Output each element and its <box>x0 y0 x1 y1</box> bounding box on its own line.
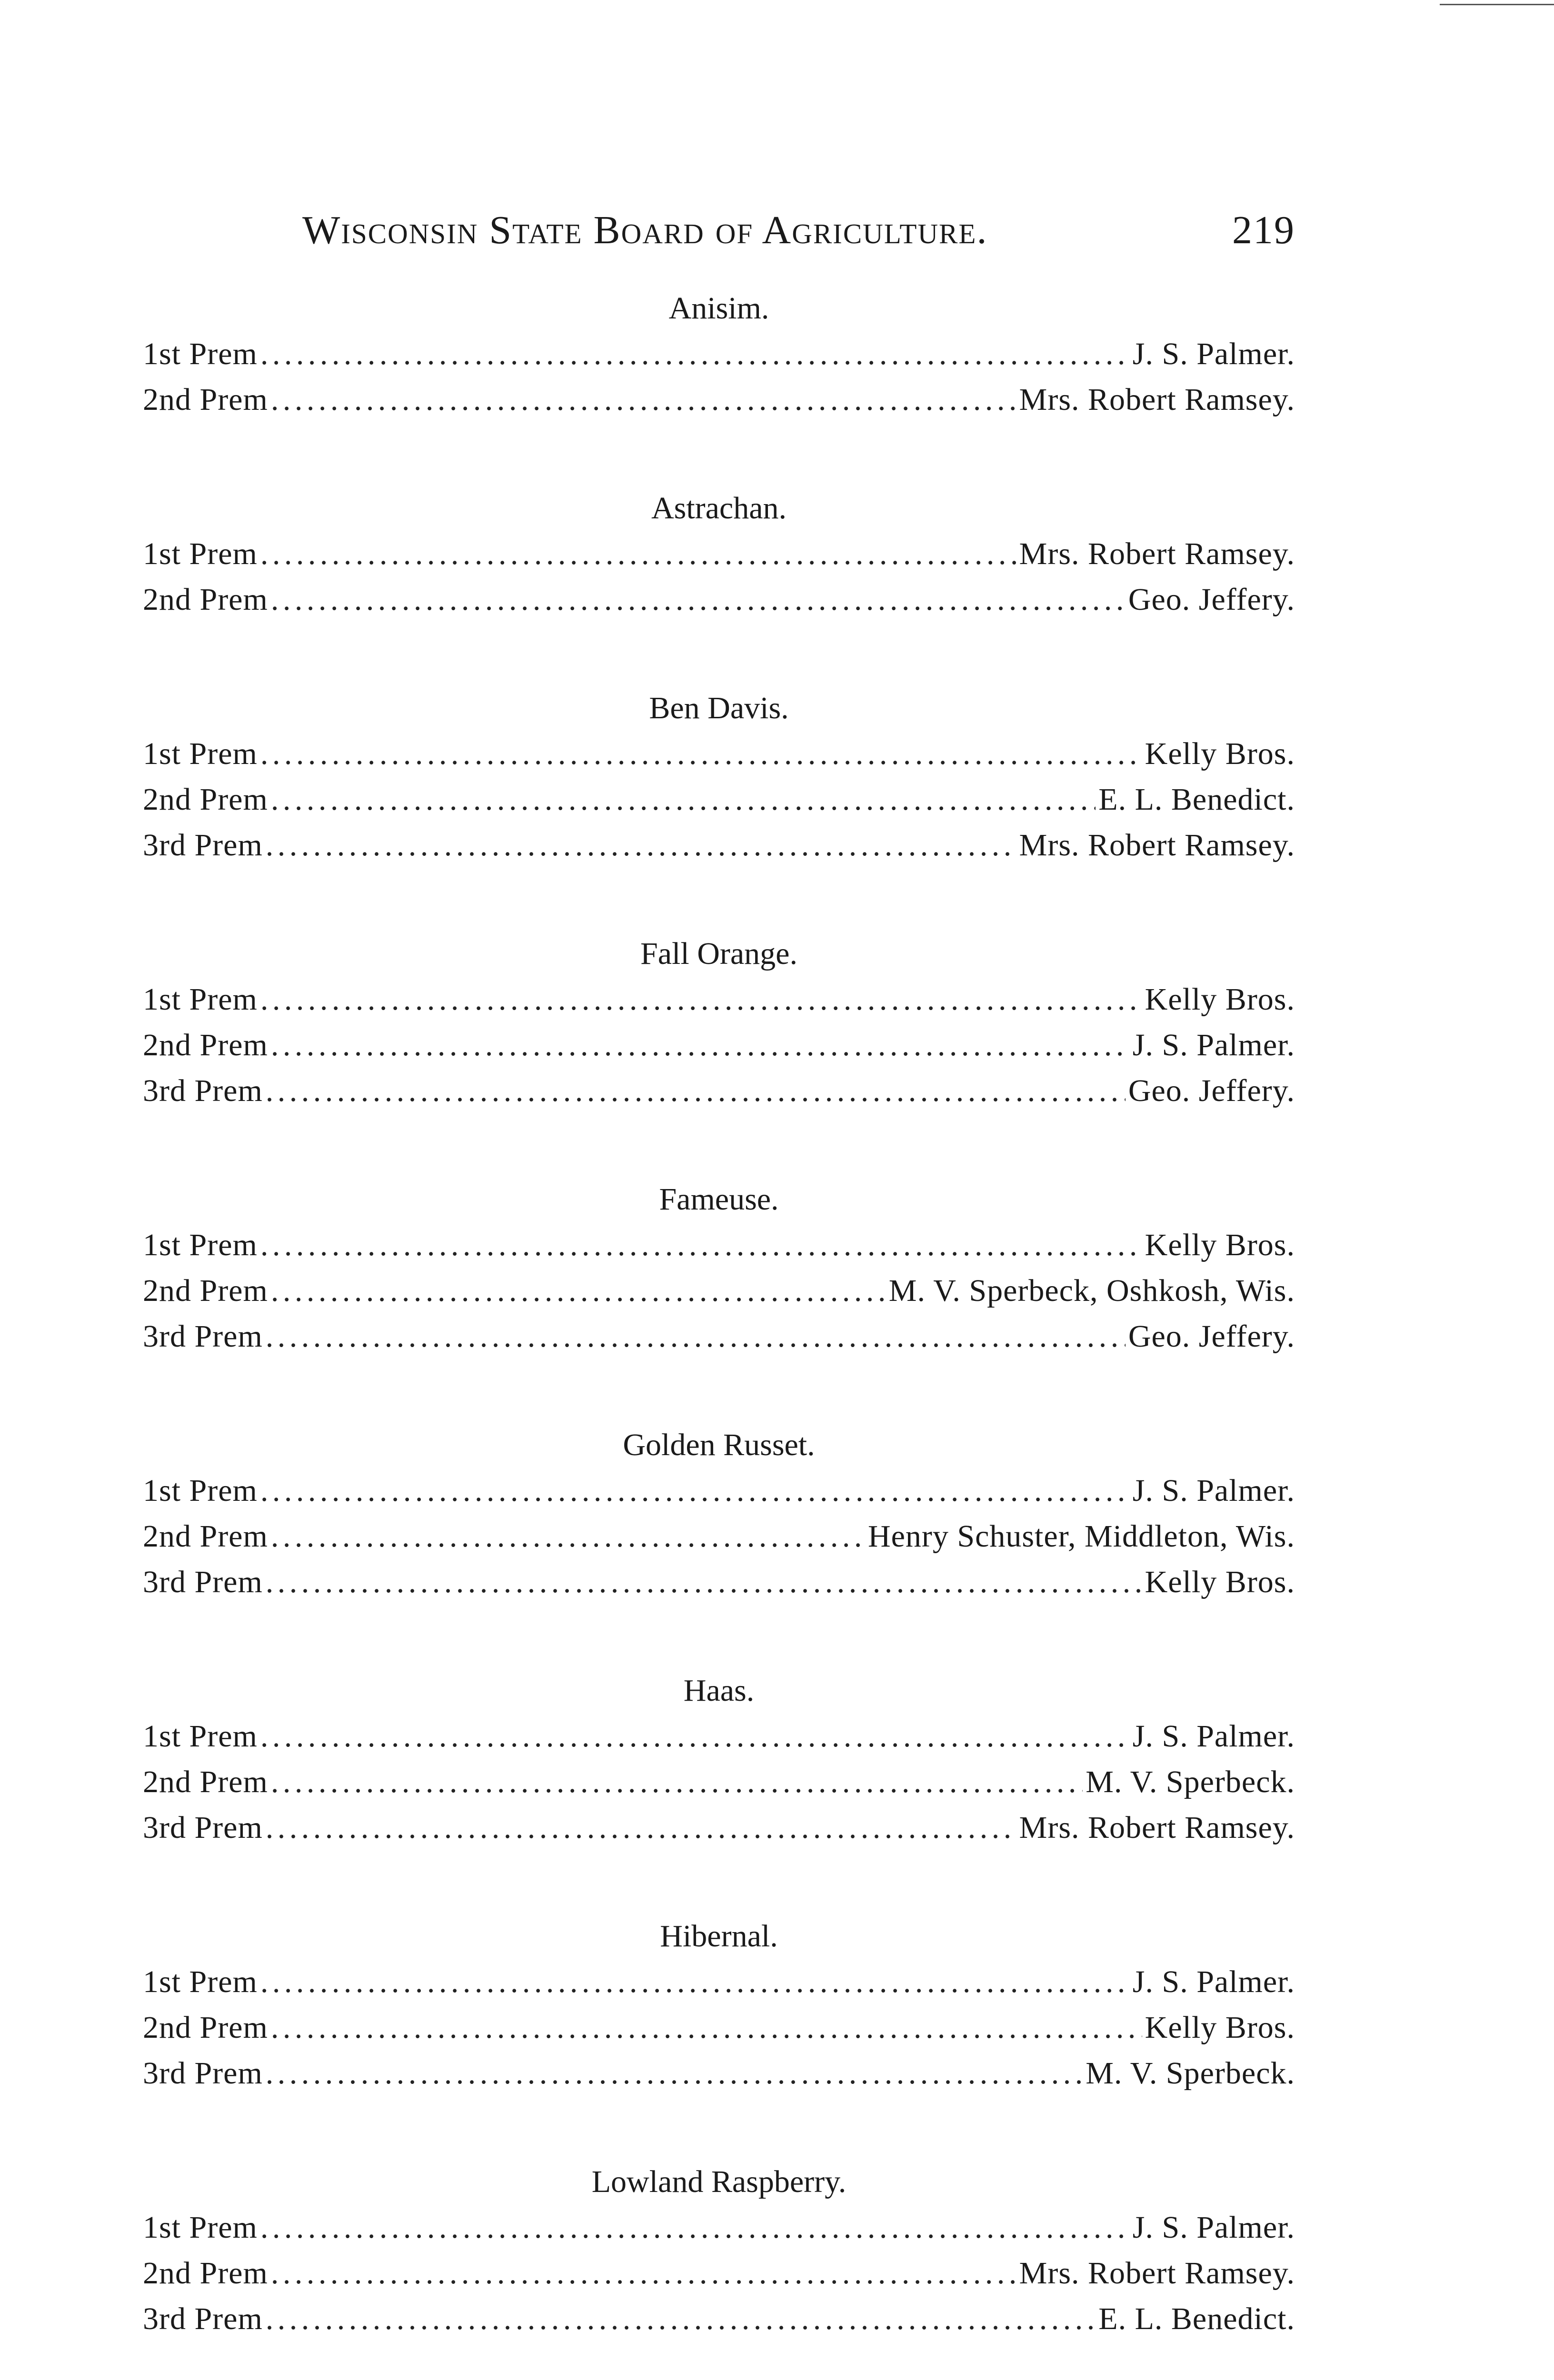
entry-place: 1st Prem <box>143 337 258 371</box>
entry-place: 3rd Prem <box>143 2056 263 2091</box>
dot-leader <box>271 1759 1083 1805</box>
entry-winner: J. S. Palmer. <box>1132 1028 1295 1062</box>
section-golden-russet <box>143 1422 1295 1605</box>
entry-place: 3rd Prem <box>143 1319 263 1354</box>
dot-leader <box>266 2051 1083 2096</box>
section-anisim <box>143 286 1295 423</box>
dot-leader <box>260 1714 1130 1759</box>
corner-rule <box>1440 4 1554 5</box>
dot-leader <box>266 1314 1126 1359</box>
entry-place: 1st Prem <box>143 736 258 771</box>
section-title: Golden Russet. <box>623 1428 815 1462</box>
section-fameuse <box>143 1177 1295 1359</box>
entry-winner: Geo. Jeffery. <box>1128 1319 1295 1354</box>
entry-place: 3rd Prem <box>143 2301 263 2336</box>
dot-leader <box>266 1805 1016 1851</box>
entry-row <box>143 2005 1295 2051</box>
entry-winner: J. S. Palmer. <box>1132 1473 1295 1508</box>
section-title: Haas. <box>683 1673 755 1708</box>
section-title: Astrachan. <box>651 491 787 526</box>
dot-leader <box>266 823 1016 868</box>
entry-row <box>143 1714 1295 1759</box>
entry-winner: E. L. Benedict. <box>1098 2301 1295 2336</box>
entry-winner: Mrs. Robert Ramsey. <box>1019 536 1295 571</box>
entry-winner: M. V. Sperbeck. <box>1086 1765 1295 1799</box>
section-lowland-raspberry <box>143 2159 1295 2342</box>
entry-winner: Mrs. Robert Ramsey. <box>1019 2256 1295 2291</box>
dot-leader <box>260 2205 1130 2251</box>
dot-leader <box>271 777 1096 823</box>
section-fall-orange <box>143 931 1295 1114</box>
entry-winner: Mrs. Robert Ramsey. <box>1019 382 1295 417</box>
entry-place: 1st Prem <box>143 536 258 571</box>
section-title: Fall Orange. <box>640 936 797 971</box>
entry-winner: J. S. Palmer. <box>1132 2210 1295 2245</box>
entry-winner: Kelly Bros. <box>1145 1565 1295 1599</box>
entry-place: 1st Prem <box>143 982 258 1017</box>
dot-leader <box>271 577 1126 623</box>
section-title: Hibernal. <box>660 1919 778 1954</box>
entry-row <box>143 1468 1295 1514</box>
premium-list <box>143 286 1295 2380</box>
entry-row <box>143 1222 1295 1268</box>
entry-row <box>143 731 1295 777</box>
entry-place: 1st Prem <box>143 1964 258 1999</box>
dot-leader <box>266 1559 1142 1605</box>
dot-leader <box>260 331 1130 377</box>
entry-winner: Geo. Jeffery. <box>1128 582 1295 617</box>
entry-winner: Mrs. Robert Ramsey. <box>1019 828 1295 863</box>
entry-row <box>143 2051 1295 2096</box>
entry-place: 1st Prem <box>143 2210 258 2245</box>
dot-leader <box>271 1268 886 1314</box>
entry-row <box>143 1759 1295 1805</box>
entry-winner: M. V. Sperbeck. <box>1086 2056 1295 2091</box>
entry-place: 2nd Prem <box>143 1519 268 1554</box>
dot-leader <box>260 531 1016 577</box>
entry-row <box>143 2296 1295 2342</box>
entry-row <box>143 2205 1295 2251</box>
entry-winner: Mrs. Robert Ramsey. <box>1019 1810 1295 1845</box>
entry-row <box>143 777 1295 823</box>
entry-place: 3rd Prem <box>143 1810 263 1845</box>
section-title: Lowland Raspberry. <box>591 2164 847 2199</box>
entry-row <box>143 1022 1295 1068</box>
running-title: Wisconsin State Board of Agriculture. <box>302 208 988 252</box>
entry-row <box>143 1268 1295 1314</box>
entry-winner: E. L. Benedict. <box>1098 782 1295 817</box>
section-ben-davis <box>143 685 1295 868</box>
dot-leader <box>260 1468 1130 1514</box>
section-title: Ben Davis. <box>649 691 789 725</box>
section-astrachan <box>143 486 1295 623</box>
entry-row <box>143 577 1295 623</box>
entry-winner: J. S. Palmer. <box>1132 337 1295 371</box>
section-title: Fameuse. <box>659 1182 779 1217</box>
dot-leader <box>266 2296 1096 2342</box>
entry-winner: M. V. Sperbeck, Oshkosh, Wis. <box>888 1273 1295 1308</box>
page-number: 219 <box>1232 208 1295 252</box>
dot-leader <box>271 377 1016 423</box>
entry-place: 1st Prem <box>143 1719 258 1754</box>
entry-row <box>143 1559 1295 1605</box>
entry-winner: Kelly Bros. <box>1145 1228 1295 1262</box>
entry-place: 2nd Prem <box>143 1765 268 1799</box>
entry-row <box>143 1805 1295 1851</box>
entry-winner: Kelly Bros. <box>1145 982 1295 1017</box>
entry-place: 3rd Prem <box>143 1073 263 1108</box>
entry-row <box>143 823 1295 868</box>
entry-place: 1st Prem <box>143 1228 258 1262</box>
entry-place: 2nd Prem <box>143 782 268 817</box>
entry-row <box>143 977 1295 1022</box>
dot-leader <box>271 2005 1142 2051</box>
entry-place: 3rd Prem <box>143 1565 263 1599</box>
entry-winner: J. S. Palmer. <box>1132 1964 1295 1999</box>
entry-winner: Geo. Jeffery. <box>1128 1073 1295 1108</box>
section-title: Anisim. <box>668 291 769 326</box>
dot-leader <box>271 1514 865 1559</box>
entry-row <box>143 377 1295 423</box>
entry-winner: Kelly Bros. <box>1145 2010 1295 2045</box>
entry-place: 3rd Prem <box>143 828 263 863</box>
entry-winner: J. S. Palmer. <box>1132 1719 1295 1754</box>
entry-place: 2nd Prem <box>143 1028 268 1062</box>
entry-winner: Kelly Bros. <box>1145 736 1295 771</box>
entry-row <box>143 2251 1295 2296</box>
dot-leader <box>260 1959 1130 2005</box>
dot-leader <box>260 977 1142 1022</box>
page-header <box>143 202 1295 259</box>
dot-leader <box>271 1022 1130 1068</box>
dot-leader <box>260 1222 1142 1268</box>
entry-row <box>143 1514 1295 1559</box>
section-hibernal <box>143 1914 1295 2096</box>
dot-leader <box>271 2251 1016 2296</box>
entry-row <box>143 1314 1295 1359</box>
dot-leader <box>260 731 1142 777</box>
entry-place: 2nd Prem <box>143 582 268 617</box>
entry-row <box>143 1068 1295 1114</box>
entry-place: 2nd Prem <box>143 1273 268 1308</box>
section-haas <box>143 1668 1295 1851</box>
entry-place: 2nd Prem <box>143 382 268 417</box>
entry-row <box>143 1959 1295 2005</box>
entry-place: 2nd Prem <box>143 2010 268 2045</box>
entry-row <box>143 331 1295 377</box>
entry-place: 1st Prem <box>143 1473 258 1508</box>
entry-winner: Henry Schuster, Middleton, Wis. <box>867 1519 1295 1554</box>
entry-place: 2nd Prem <box>143 2256 268 2291</box>
dot-leader <box>266 1068 1126 1114</box>
entry-row <box>143 531 1295 577</box>
